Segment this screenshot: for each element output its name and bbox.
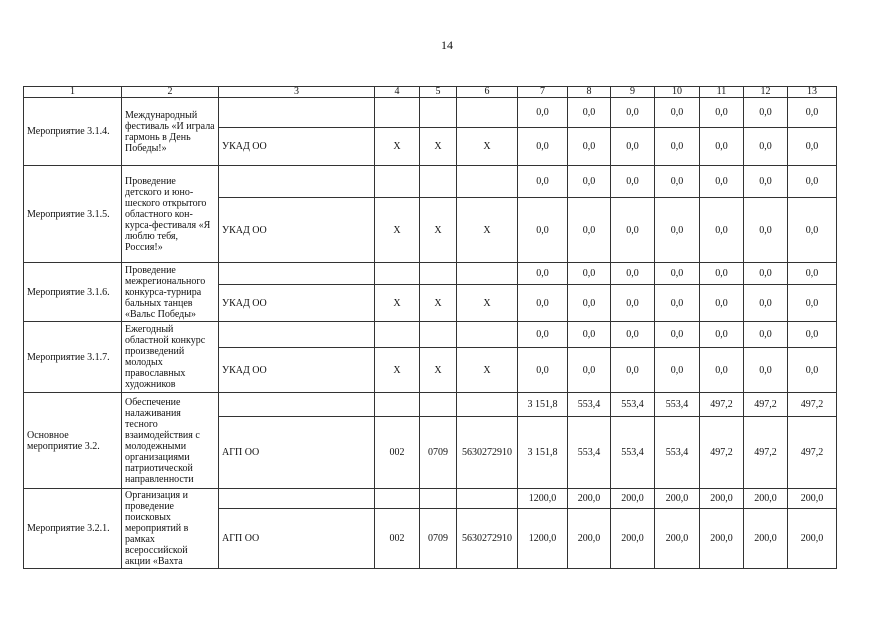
total-value-cell: 0,0 [518,322,568,348]
total-value-cell: 1200,0 [518,489,568,509]
total-value-cell: 553,4 [568,393,611,417]
detail-value-cell: Х [457,348,518,393]
detail-value-cell: 0,0 [700,348,744,393]
detail-value-cell: Х [420,198,457,263]
event-name-cell: Проведение межрегионального конкурса-турнира бальных танцев «Вальс Победы» [122,263,219,322]
total-value-cell: 0,0 [655,263,700,285]
total-value-cell: 0,0 [655,98,700,128]
detail-value-cell: 0,0 [518,198,568,263]
total-value-cell: 0,0 [518,98,568,128]
total-value-cell [375,263,420,285]
detail-value-cell: 0,0 [611,198,655,263]
detail-value-cell: 0,0 [568,285,611,322]
total-value-cell [375,98,420,128]
detail-value-cell: 200,0 [611,509,655,569]
total-value-cell [420,166,457,198]
detail-value-cell: 0,0 [788,285,837,322]
table-row [24,166,837,198]
event-number-cell: Мероприятие 3.1.5. [24,166,122,263]
table-row [24,393,837,417]
detail-value-cell: 0,0 [788,348,837,393]
detail-value-cell: 0,0 [744,285,788,322]
total-value-cell [420,263,457,285]
detail-value-cell: 3 151,8 [518,417,568,489]
total-value-cell: 200,0 [655,489,700,509]
detail-value-cell: 0,0 [655,285,700,322]
detail-value-cell: 0,0 [700,128,744,166]
header-cell: 2 [122,87,219,98]
total-value-cell [375,322,420,348]
total-value-cell: 0,0 [788,98,837,128]
total-value-cell: 0,0 [788,322,837,348]
total-value-cell [420,393,457,417]
detail-value-cell: Х [457,198,518,263]
executor-cell: УКАД ОО [219,198,375,263]
total-value-cell: 200,0 [788,489,837,509]
detail-value-cell: 002 [375,417,420,489]
header-cell: 5 [420,87,457,98]
total-value-cell: 0,0 [568,98,611,128]
header-cell: 12 [744,87,788,98]
detail-value-cell: Х [375,198,420,263]
header-cell: 9 [611,87,655,98]
total-value-cell: 497,2 [744,393,788,417]
total-value-cell: 497,2 [700,393,744,417]
detail-value-cell: 0,0 [744,128,788,166]
event-number-cell: Мероприятие 3.1.4. [24,98,122,166]
detail-value-cell: 0709 [420,509,457,569]
detail-value-cell: Х [420,348,457,393]
detail-value-cell: 200,0 [744,509,788,569]
total-value-cell [219,489,375,509]
total-value-cell: 0,0 [518,166,568,198]
total-value-cell: 0,0 [744,263,788,285]
detail-value-cell: 0,0 [611,348,655,393]
total-value-cell: 0,0 [700,98,744,128]
header-cell: 4 [375,87,420,98]
event-name-cell: Ежегодный областной конкурс произведений молодых православных художников [122,322,219,393]
header-cell: 11 [700,87,744,98]
total-value-cell [219,393,375,417]
total-value-cell: 0,0 [655,322,700,348]
total-value-cell: 0,0 [700,263,744,285]
event-number-cell: Основное мероприятие 3.2. [24,393,122,489]
executor-cell: УКАД ОО [219,128,375,166]
total-value-cell [219,166,375,198]
total-value-cell [375,489,420,509]
detail-value-cell: Х [457,285,518,322]
total-value-cell: 0,0 [744,322,788,348]
event-name-cell: Обеспечение налаживания тесного взаимодействия с молодежными организациями патриотической направленности [122,393,219,489]
header-cell: 7 [518,87,568,98]
total-value-cell [457,166,518,198]
header-row [24,87,837,98]
table-row [24,489,837,509]
total-value-cell: 497,2 [788,393,837,417]
total-value-cell [457,263,518,285]
total-value-cell: 0,0 [611,263,655,285]
total-value-cell [457,393,518,417]
executor-cell: УКАД ОО [219,348,375,393]
detail-value-cell: 0,0 [655,348,700,393]
detail-value-cell: 0,0 [518,128,568,166]
detail-value-cell: Х [375,285,420,322]
total-value-cell [457,489,518,509]
table-row [24,263,837,285]
header-cell: 8 [568,87,611,98]
detail-value-cell: 200,0 [568,509,611,569]
event-number-cell: Мероприятие 3.2.1. [24,489,122,569]
detail-value-cell: 553,4 [611,417,655,489]
detail-value-cell: 0,0 [700,285,744,322]
detail-value-cell: 497,2 [744,417,788,489]
total-value-cell [420,98,457,128]
event-number-cell: Мероприятие 3.1.6. [24,263,122,322]
total-value-cell [375,393,420,417]
detail-value-cell: 0,0 [611,285,655,322]
total-value-cell: 0,0 [744,166,788,198]
detail-value-cell: Х [457,128,518,166]
detail-value-cell: 5630272910 [457,509,518,569]
executor-cell: АГП ОО [219,417,375,489]
total-value-cell [420,489,457,509]
total-value-cell: 0,0 [700,322,744,348]
header-cell: 6 [457,87,518,98]
detail-value-cell: 200,0 [788,509,837,569]
event-number-cell: Мероприятие 3.1.7. [24,322,122,393]
total-value-cell: 3 151,8 [518,393,568,417]
page-number: 14 [441,38,453,52]
header-cell: 10 [655,87,700,98]
total-value-cell [457,98,518,128]
detail-value-cell: 1200,0 [518,509,568,569]
detail-value-cell: 0,0 [744,198,788,263]
total-value-cell: 200,0 [568,489,611,509]
detail-value-cell: 553,4 [568,417,611,489]
total-value-cell: 553,4 [611,393,655,417]
total-value-cell: 0,0 [744,98,788,128]
detail-value-cell: Х [375,348,420,393]
header-cell: 1 [24,87,122,98]
total-value-cell: 0,0 [788,166,837,198]
detail-value-cell: 0,0 [568,128,611,166]
detail-value-cell: 0,0 [655,198,700,263]
detail-value-cell: 0,0 [655,128,700,166]
detail-value-cell: 497,2 [788,417,837,489]
header-cell: 3 [219,87,375,98]
total-value-cell: 200,0 [700,489,744,509]
total-value-cell: 0,0 [700,166,744,198]
total-value-cell: 0,0 [568,263,611,285]
detail-value-cell: 0,0 [744,348,788,393]
detail-value-cell: 553,4 [655,417,700,489]
total-value-cell: 200,0 [611,489,655,509]
detail-value-cell: 0,0 [788,198,837,263]
total-value-cell: 0,0 [788,263,837,285]
event-name-cell: Международный фестиваль «И играла гармонь в День Победы!» [122,98,219,166]
event-name-cell: Проведение детского и юно-шеского открытого областного кон-курса-фестиваля «Я люблю тебя, Россия!» [122,166,219,263]
total-value-cell: 553,4 [655,393,700,417]
detail-value-cell: 0709 [420,417,457,489]
total-value-cell: 200,0 [744,489,788,509]
detail-value-cell: 0,0 [568,198,611,263]
total-value-cell: 0,0 [568,166,611,198]
header-cell: 13 [788,87,837,98]
total-value-cell: 0,0 [611,166,655,198]
event-name-cell: Организация и проведение поисковых мероприятий в рамках всероссийской акции «Вахта [122,489,219,569]
total-value-cell [219,263,375,285]
total-value-cell: 0,0 [611,98,655,128]
detail-value-cell: 002 [375,509,420,569]
total-value-cell [420,322,457,348]
total-value-cell [219,322,375,348]
detail-value-cell: 0,0 [788,128,837,166]
detail-value-cell: 5630272910 [457,417,518,489]
total-value-cell: 0,0 [518,263,568,285]
detail-value-cell: 0,0 [518,348,568,393]
detail-value-cell: 497,2 [700,417,744,489]
total-value-cell: 0,0 [568,322,611,348]
detail-value-cell: Х [420,128,457,166]
executor-cell: АГП ОО [219,509,375,569]
total-value-cell [219,98,375,128]
detail-value-cell: 0,0 [611,128,655,166]
table-row [24,98,837,128]
total-value-cell: 0,0 [655,166,700,198]
total-value-cell [375,166,420,198]
detail-value-cell: Х [420,285,457,322]
table-row [24,322,837,348]
detail-value-cell: 200,0 [655,509,700,569]
detail-value-cell: 0,0 [700,198,744,263]
detail-value-cell: Х [375,128,420,166]
budget-table [23,86,837,569]
detail-value-cell: 200,0 [700,509,744,569]
detail-value-cell: 0,0 [568,348,611,393]
total-value-cell: 0,0 [611,322,655,348]
total-value-cell [457,322,518,348]
detail-value-cell: 0,0 [518,285,568,322]
executor-cell: УКАД ОО [219,285,375,322]
